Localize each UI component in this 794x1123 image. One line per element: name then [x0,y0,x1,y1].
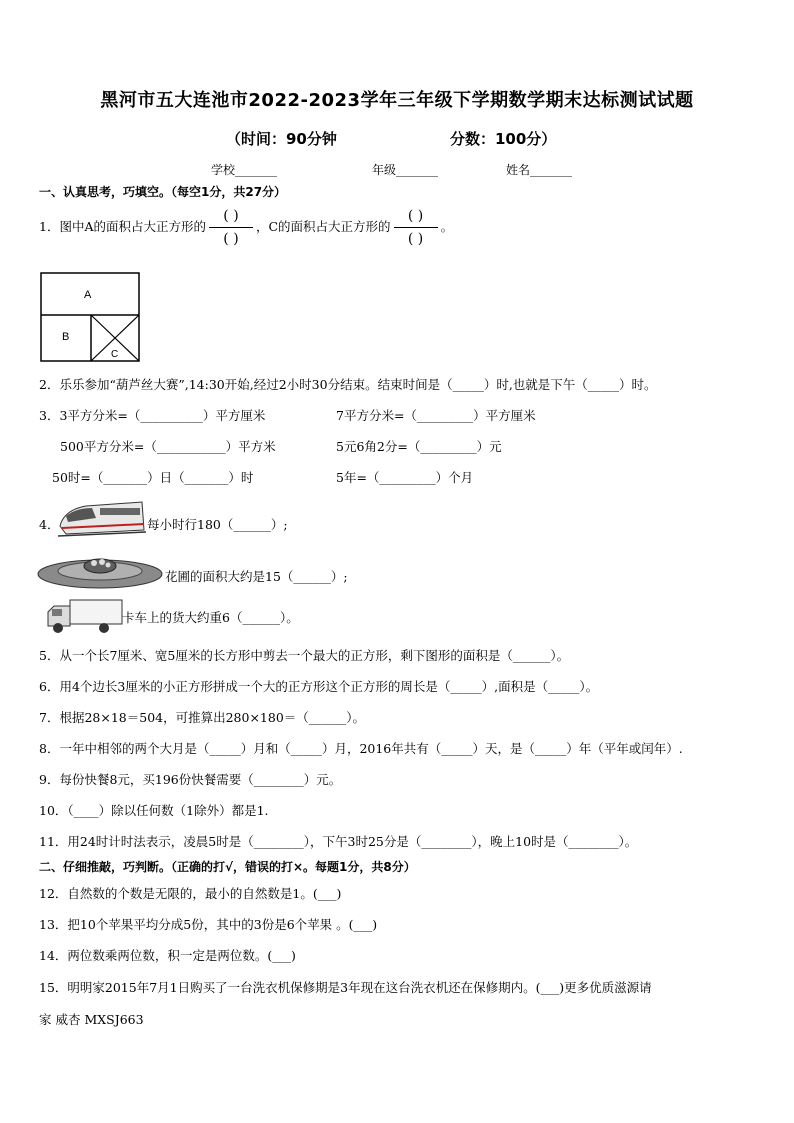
question-4-number: 4． [39,517,60,532]
label-a: A [84,289,92,301]
fraction-denominator: ( ) [407,231,424,247]
question-8: 8．一年中相邻的两个大月是（_____）月和（_____）月，2016年共有（_____）天，是（_____）年（平年或闰年）. [39,741,683,756]
question-2: 2．乐乐参加“葫芦丝大赛”,14:30开始,经过2小时30分结束。结束时间是（_____）时,也就是下午（_____）时。 [39,377,657,392]
question-9: 9．每份快餐8元，买196份快餐需要（________）元。 [39,772,342,787]
train-image [56,496,148,542]
question-6: 6．用4个边长3厘米的小正方形拼成一个大的正方形这个正方形的周长是（_____）,面积是（_____）。 [39,679,599,694]
question-4-truck: 卡车上的货大约重6（______）。 [122,610,299,625]
question-3-r2b: 5元6角2分=（_________）元 [336,439,502,454]
section-2-heading: 二、仔细推敲，巧判断。（正确的打√，错误的打×。每题1分，共8分） [39,860,416,874]
fraction-numerator: ( ) [223,208,239,224]
question-3-r1a: 3．3平方分米=（__________）平方厘米 [39,408,266,423]
question-4-train: 每小时行180（______）; [147,517,288,532]
question-3-r1b: 7平方分米=（_________）平方厘米 [336,408,536,423]
truck-image [44,596,124,636]
q1-text-post: 。 [440,219,454,234]
question-4-garden: 花圃的面积大约是15（______）; [165,569,348,584]
question-14: 14．两位数乘两位数，积一定是两位数。(___) [39,948,296,963]
question-5: 5．从一个长7厘米、宽5厘米的长方形中剪去一个最大的正方形，剩下图形的面积是（______）。 [39,648,570,663]
exam-score: 分数：100分） [450,130,557,148]
question-3-r3a: 50时=（_______）日（_______）时 [52,470,254,485]
fraction-bar [209,227,253,228]
fraction-bar [394,227,438,228]
grade-field: 年级_______ [372,163,439,177]
question-15: 15．明明家2015年7月1日购买了一台洗衣机保修期是3年现在这台洗衣机还在保修期内。(___)更多优质滋源请 [39,980,652,995]
question-12: 12．自然数的个数是无限的，最小的自然数是1。(___) [39,886,342,901]
square-figure [40,272,142,364]
fraction-denominator: ( ) [223,231,239,247]
exam-time: （时间：90分钟 [226,130,337,148]
section-1-heading: 一、认真思考，巧填空。（每空1分，共27分） [39,185,287,199]
flowerbed-image [36,550,164,592]
footer-text: 家 威杏 MXSJ663 [39,1012,144,1027]
page-title: 黑河市五大连池市2022-2023学年三年级下学期数学期末达标测试试题 [100,90,694,111]
label-b: B [62,331,70,343]
question-3-r2a: 500平方分米=（___________）平方米 [60,439,276,454]
big-square [41,273,139,361]
label-c: C [111,349,119,360]
q1-text-pre: 1．图中A的面积占大正方形的 [39,219,206,234]
name-field: 姓名_______ [506,163,573,177]
fraction-blank-a [209,207,253,248]
question-1 [39,207,453,248]
question-10: 10．（____）除以任何数（1除外）都是1. [39,803,269,818]
school-field: 学校_______ [211,163,278,177]
question-7: 7．根据28×18＝504，可推算出280×180＝（______）。 [39,710,366,725]
question-13: 13．把10个苹果平均分成5份，其中的3份是6个苹果 。(___) [39,917,378,932]
question-11: 11．用24时计时法表示，凌晨5时是（________），下午3时25分是（________），晚上10时是（________）。 [39,834,638,849]
fraction-blank-c [394,207,438,248]
q1-text-mid: ，C的面积占大正方形的 [255,219,391,234]
question-3-r3b: 5年=（_________）个月 [336,470,474,485]
fraction-numerator: ( ) [407,208,424,224]
